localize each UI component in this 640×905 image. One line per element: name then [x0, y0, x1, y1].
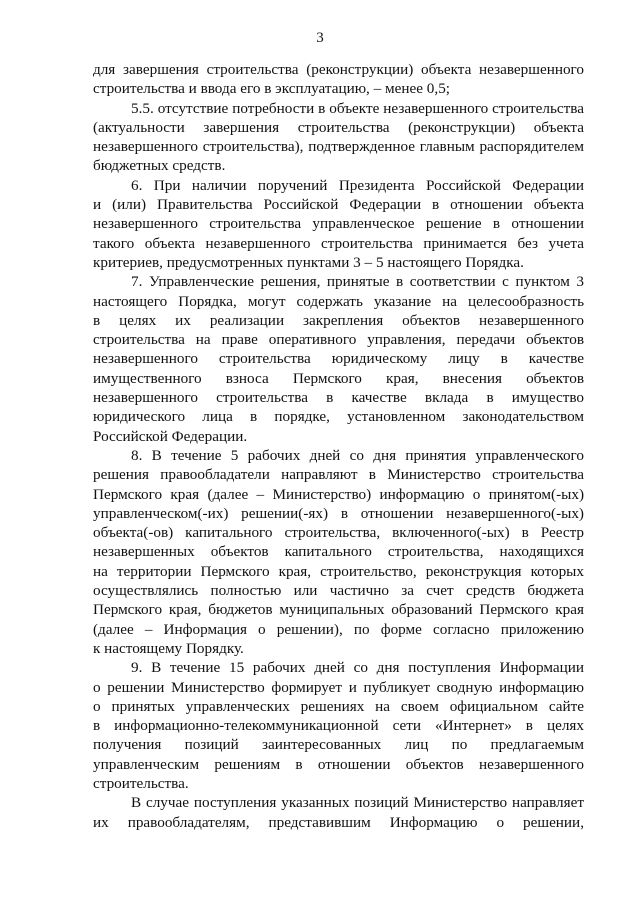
text-line: для завершения строительства (реконструкции) объекта незавершенного [93, 61, 584, 78]
text-line: 7. Управленческие решения, принятые в соответствии с пунктом 3 [131, 273, 584, 291]
text-line: 6. При наличии поручений Президента Российской Федерации [131, 176, 584, 194]
text-line: строительства на праве оперативного управления, передачи объектов [93, 331, 584, 349]
text-line: получения позиций заинтересованных лиц по предлагаемым [93, 736, 584, 754]
text-line: (актуальности завершения строительства (реконструкции) объекта [93, 118, 584, 136]
text-line: критериев, предусмотренных пунктами 3 – 5 настоящего Порядка. [93, 253, 524, 271]
text-line: 5.5. отсутствие потребности в объекте незавершенного строительства [131, 99, 584, 117]
text-line: Пермского края (далее – Министерство) информацию о принятом(-ых) [93, 485, 584, 503]
text-line: В случае поступления указанных позиций Министерство направляет [131, 794, 584, 812]
paragraph [93, 99, 584, 176]
text-line: (далее – Информация о решении), по форме согласно приложению [93, 620, 584, 638]
text-line: бюджетных средств. [93, 157, 226, 175]
text-line: незавершенного строительства), подтвержденное главным распорядителем [93, 138, 584, 156]
text-line: в целях их реализации закрепления объектов незавершенного [93, 311, 584, 329]
text-line: юридического лица в порядке, установленном законодательством [93, 408, 584, 426]
text-line: Пермского края, бюджетов муниципальных образований Пермского края [93, 601, 584, 619]
text-line: строительства и ввода его в эксплуатацию, – менее 0,5; [93, 80, 451, 98]
text-line: в информационно-телекоммуникационной сети «Интернет» в целях [93, 717, 584, 735]
text-line: такого объекта незавершенного строительства принимается без учета [93, 234, 584, 252]
text-line: незавершенных объектов капитального строительства, находящихся [93, 543, 584, 561]
document-body [93, 60, 584, 832]
text-line: имущественного взноса Пермского края, внесения объектов [93, 369, 584, 387]
text-line: настоящего Порядка, могут содержать указание на целесообразность [93, 292, 584, 310]
text-line: решения правообладатели направляют в Министерство строительства [93, 466, 584, 484]
paragraph [93, 60, 584, 99]
paragraph [93, 446, 584, 658]
text-line: 9. В течение 15 рабочих дней со дня поступления Информации [131, 659, 584, 677]
page-number: 3 [316, 30, 324, 46]
text-line: о принятых управленческих решениях на своем официальном сайте [93, 697, 584, 715]
text-line: незавершенного строительства управленческое решение в отношении [93, 215, 584, 233]
text-line: Российской Федерации. [93, 427, 248, 445]
text-line: строительства. [93, 774, 189, 792]
text-line: управленческом(-их) решении(-ях) в отношении незавершенного(-ых) [93, 504, 584, 522]
paragraph [93, 658, 584, 793]
text-line: на территории Пермского края, строительство, реконструкция которых [93, 562, 584, 580]
text-line: незавершенного строительства юридическому лицу в качестве [93, 350, 584, 368]
text-line: о решении Министерство формирует и публикует сводную информацию [93, 678, 584, 696]
paragraph [93, 793, 584, 832]
text-line: объекта(-ов) капитального строительства, включенного(-ых) в Реестр [93, 524, 584, 542]
text-line: к настоящему Порядку. [93, 639, 244, 657]
text-line: незавершенного строительства в качестве вклада в имущество [93, 389, 584, 407]
paragraph [93, 272, 584, 446]
text-line: управленческим решениям в отношении объектов незавершенного [93, 755, 584, 773]
text-line: и (или) Правительства Российской Федерации в отношении объекта [93, 196, 584, 214]
text-line: 8. В течение 5 рабочих дней со дня принятия управленческого [131, 446, 584, 464]
text-line: осуществлялись полностью или частично за счет средств бюджета [93, 582, 584, 600]
text-line: их правообладателям, представившим Информацию о решении, [93, 813, 584, 831]
paragraph [93, 176, 584, 272]
